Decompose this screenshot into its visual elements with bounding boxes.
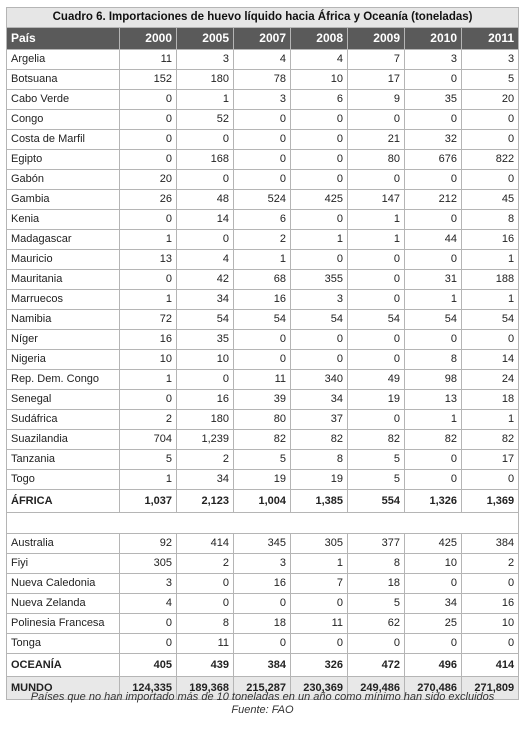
- country-cell: Sudáfrica: [7, 410, 120, 430]
- country-cell: Cabo Verde: [7, 90, 120, 110]
- value-cell: 822: [462, 150, 519, 170]
- table-row: [7, 614, 519, 634]
- value-cell: 39: [234, 390, 291, 410]
- value-cell: 472: [348, 654, 405, 677]
- table-row: [7, 534, 519, 554]
- imports-table: [6, 7, 519, 700]
- table-row: [7, 270, 519, 290]
- value-cell: 1: [120, 470, 177, 490]
- value-cell: 0: [348, 410, 405, 430]
- value-cell: 16: [234, 574, 291, 594]
- value-cell: 1,385: [291, 490, 348, 513]
- caption-row: [7, 8, 519, 28]
- value-cell: 1,004: [234, 490, 291, 513]
- column-header-year: 2005: [177, 28, 234, 50]
- value-cell: 31: [405, 270, 462, 290]
- column-header-year: 2007: [234, 28, 291, 50]
- value-cell: 0: [462, 330, 519, 350]
- value-cell: 0: [291, 330, 348, 350]
- country-cell: Marruecos: [7, 290, 120, 310]
- value-cell: 3: [291, 290, 348, 310]
- value-cell: 4: [177, 250, 234, 270]
- value-cell: 1: [120, 290, 177, 310]
- value-cell: 0: [405, 70, 462, 90]
- value-cell: 16: [234, 290, 291, 310]
- value-cell: 180: [177, 70, 234, 90]
- country-cell: Kenia: [7, 210, 120, 230]
- value-cell: 44: [405, 230, 462, 250]
- column-header-year: 2011: [462, 28, 519, 50]
- value-cell: 14: [462, 350, 519, 370]
- table-row: [7, 370, 519, 390]
- country-cell: Australia: [7, 534, 120, 554]
- value-cell: 0: [120, 150, 177, 170]
- value-cell: 4: [234, 50, 291, 70]
- value-cell: 212: [405, 190, 462, 210]
- country-cell: Gambia: [7, 190, 120, 210]
- value-cell: 2: [462, 554, 519, 574]
- table-row: [7, 450, 519, 470]
- value-cell: 0: [405, 110, 462, 130]
- table-row: [7, 634, 519, 654]
- table-row: [7, 594, 519, 614]
- value-cell: 18: [462, 390, 519, 410]
- value-cell: 1: [291, 554, 348, 574]
- value-cell: 0: [234, 330, 291, 350]
- value-cell: 5: [348, 594, 405, 614]
- value-cell: 0: [462, 130, 519, 150]
- value-cell: 168: [177, 150, 234, 170]
- table-row: [7, 310, 519, 330]
- value-cell: 3: [234, 554, 291, 574]
- value-cell: 345: [234, 534, 291, 554]
- value-cell: 1,239: [177, 430, 234, 450]
- value-cell: 11: [120, 50, 177, 70]
- region-total-row: [7, 490, 519, 513]
- table-row: [7, 190, 519, 210]
- value-cell: 0: [291, 110, 348, 130]
- country-cell: Argelia: [7, 50, 120, 70]
- value-cell: 0: [348, 290, 405, 310]
- value-cell: 54: [234, 310, 291, 330]
- value-cell: 326: [291, 654, 348, 677]
- value-cell: 0: [348, 110, 405, 130]
- table-row: [7, 574, 519, 594]
- value-cell: 0: [234, 594, 291, 614]
- value-cell: 21: [348, 130, 405, 150]
- value-cell: 1: [462, 250, 519, 270]
- value-cell: 152: [120, 70, 177, 90]
- value-cell: 676: [405, 150, 462, 170]
- value-cell: 11: [234, 370, 291, 390]
- value-cell: 271,809: [462, 677, 519, 700]
- value-cell: 0: [405, 450, 462, 470]
- value-cell: 305: [120, 554, 177, 574]
- value-cell: 3: [234, 90, 291, 110]
- table-row: [7, 150, 519, 170]
- country-cell: Níger: [7, 330, 120, 350]
- value-cell: 37: [291, 410, 348, 430]
- value-cell: 0: [120, 270, 177, 290]
- value-cell: 82: [291, 430, 348, 450]
- value-cell: 425: [405, 534, 462, 554]
- value-cell: 496: [405, 654, 462, 677]
- table-row: [7, 90, 519, 110]
- value-cell: 8: [405, 350, 462, 370]
- region-total-row: [7, 654, 519, 677]
- value-cell: 0: [234, 130, 291, 150]
- value-cell: 1: [177, 90, 234, 110]
- value-cell: 0: [291, 634, 348, 654]
- value-cell: 92: [120, 534, 177, 554]
- value-cell: 2: [177, 554, 234, 574]
- country-cell: Egipto: [7, 150, 120, 170]
- value-cell: 0: [291, 170, 348, 190]
- country-cell: Mauritania: [7, 270, 120, 290]
- value-cell: 3: [177, 50, 234, 70]
- value-cell: 0: [348, 330, 405, 350]
- value-cell: 0: [177, 594, 234, 614]
- value-cell: 80: [348, 150, 405, 170]
- table-row: [7, 210, 519, 230]
- value-cell: 0: [348, 634, 405, 654]
- country-cell: Nueva Caledonia: [7, 574, 120, 594]
- value-cell: 10: [120, 350, 177, 370]
- value-cell: 554: [348, 490, 405, 513]
- value-cell: 49: [348, 370, 405, 390]
- value-cell: 8: [462, 210, 519, 230]
- value-cell: 0: [462, 110, 519, 130]
- table-row: [7, 70, 519, 90]
- value-cell: 19: [348, 390, 405, 410]
- value-cell: 80: [234, 410, 291, 430]
- value-cell: 1: [120, 230, 177, 250]
- table-row: [7, 470, 519, 490]
- table-row: [7, 50, 519, 70]
- value-cell: 1: [462, 290, 519, 310]
- value-cell: 249,486: [348, 677, 405, 700]
- value-cell: 18: [348, 574, 405, 594]
- value-cell: 0: [348, 250, 405, 270]
- country-cell: Madagascar: [7, 230, 120, 250]
- country-cell: OCEANÍA: [7, 654, 120, 677]
- footnote-source: Fuente: FAO: [231, 704, 294, 716]
- value-cell: 17: [348, 70, 405, 90]
- value-cell: 16: [177, 390, 234, 410]
- value-cell: 340: [291, 370, 348, 390]
- value-cell: 35: [405, 90, 462, 110]
- table-row: [7, 130, 519, 150]
- value-cell: 10: [405, 554, 462, 574]
- value-cell: 1: [291, 230, 348, 250]
- value-cell: 8: [348, 554, 405, 574]
- value-cell: 0: [120, 110, 177, 130]
- value-cell: 147: [348, 190, 405, 210]
- table-row: [7, 430, 519, 450]
- value-cell: 0: [120, 210, 177, 230]
- value-cell: 32: [405, 130, 462, 150]
- value-cell: 24: [462, 370, 519, 390]
- column-header-year: 2008: [291, 28, 348, 50]
- value-cell: 34: [177, 470, 234, 490]
- value-cell: 9: [348, 90, 405, 110]
- value-cell: 98: [405, 370, 462, 390]
- value-cell: 7: [348, 50, 405, 70]
- value-cell: 52: [177, 110, 234, 130]
- header-row: [7, 28, 519, 50]
- value-cell: 0: [405, 470, 462, 490]
- value-cell: 1,369: [462, 490, 519, 513]
- country-cell: MUNDO: [7, 677, 120, 700]
- value-cell: 35: [177, 330, 234, 350]
- value-cell: 524: [234, 190, 291, 210]
- value-cell: 34: [177, 290, 234, 310]
- value-cell: 34: [405, 594, 462, 614]
- footnote: [0, 691, 525, 717]
- value-cell: 54: [405, 310, 462, 330]
- value-cell: 0: [291, 250, 348, 270]
- value-cell: 3: [405, 50, 462, 70]
- value-cell: 10: [177, 350, 234, 370]
- value-cell: 0: [462, 470, 519, 490]
- value-cell: 0: [234, 634, 291, 654]
- value-cell: 0: [177, 230, 234, 250]
- table-row: [7, 230, 519, 250]
- table-caption: Cuadro 6. Importaciones de huevo líquido hacia África y Oceanía (toneladas): [7, 8, 519, 28]
- value-cell: 0: [291, 350, 348, 370]
- value-cell: 1: [234, 250, 291, 270]
- country-cell: Tonga: [7, 634, 120, 654]
- value-cell: 82: [462, 430, 519, 450]
- value-cell: 1: [348, 210, 405, 230]
- value-cell: 0: [120, 634, 177, 654]
- value-cell: 5: [234, 450, 291, 470]
- country-cell: Nigeria: [7, 350, 120, 370]
- value-cell: 0: [120, 390, 177, 410]
- value-cell: 1: [462, 410, 519, 430]
- value-cell: 72: [120, 310, 177, 330]
- column-header-country: País: [7, 28, 120, 50]
- country-cell: Nueva Zelanda: [7, 594, 120, 614]
- value-cell: 54: [177, 310, 234, 330]
- country-cell: Congo: [7, 110, 120, 130]
- value-cell: 10: [291, 70, 348, 90]
- table-row: [7, 290, 519, 310]
- value-cell: 2: [120, 410, 177, 430]
- value-cell: 0: [348, 270, 405, 290]
- country-cell: Polinesia Francesa: [7, 614, 120, 634]
- country-cell: Togo: [7, 470, 120, 490]
- value-cell: 704: [120, 430, 177, 450]
- value-cell: 34: [291, 390, 348, 410]
- value-cell: 20: [462, 90, 519, 110]
- value-cell: 16: [462, 230, 519, 250]
- value-cell: 4: [291, 50, 348, 70]
- value-cell: 17: [462, 450, 519, 470]
- value-cell: 16: [120, 330, 177, 350]
- table-row: [7, 390, 519, 410]
- table-body: [7, 50, 519, 700]
- country-cell: Costa de Marfil: [7, 130, 120, 150]
- value-cell: 1: [405, 410, 462, 430]
- value-cell: 20: [120, 170, 177, 190]
- value-cell: 0: [462, 634, 519, 654]
- value-cell: 124,335: [120, 677, 177, 700]
- value-cell: 82: [348, 430, 405, 450]
- value-cell: 78: [234, 70, 291, 90]
- value-cell: 439: [177, 654, 234, 677]
- value-cell: 2: [234, 230, 291, 250]
- value-cell: 0: [177, 170, 234, 190]
- value-cell: 5: [120, 450, 177, 470]
- value-cell: 0: [348, 170, 405, 190]
- data-table-container: [6, 7, 519, 700]
- country-cell: ÁFRICA: [7, 490, 120, 513]
- value-cell: 384: [462, 534, 519, 554]
- table-row: [7, 350, 519, 370]
- value-cell: 6: [234, 210, 291, 230]
- table-row: [7, 554, 519, 574]
- value-cell: 42: [177, 270, 234, 290]
- value-cell: 377: [348, 534, 405, 554]
- value-cell: 189,368: [177, 677, 234, 700]
- value-cell: 6: [291, 90, 348, 110]
- value-cell: 0: [234, 150, 291, 170]
- value-cell: 0: [405, 170, 462, 190]
- country-cell: Fiyi: [7, 554, 120, 574]
- value-cell: 3: [462, 50, 519, 70]
- country-cell: Senegal: [7, 390, 120, 410]
- value-cell: 0: [177, 370, 234, 390]
- value-cell: 0: [405, 574, 462, 594]
- value-cell: 19: [234, 470, 291, 490]
- country-cell: Namibia: [7, 310, 120, 330]
- value-cell: 0: [462, 170, 519, 190]
- column-header-year: 2009: [348, 28, 405, 50]
- value-cell: 82: [234, 430, 291, 450]
- value-cell: 2: [177, 450, 234, 470]
- value-cell: 3: [120, 574, 177, 594]
- value-cell: 0: [120, 90, 177, 110]
- column-header-year: 2000: [120, 28, 177, 50]
- table-row: [7, 110, 519, 130]
- value-cell: 0: [234, 350, 291, 370]
- spacer-row: [7, 513, 519, 534]
- value-cell: 54: [291, 310, 348, 330]
- value-cell: 14: [177, 210, 234, 230]
- value-cell: 54: [462, 310, 519, 330]
- value-cell: 270,486: [405, 677, 462, 700]
- value-cell: 5: [348, 470, 405, 490]
- value-cell: 0: [405, 634, 462, 654]
- value-cell: 0: [405, 250, 462, 270]
- value-cell: 5: [348, 450, 405, 470]
- value-cell: 0: [291, 130, 348, 150]
- value-cell: 2,123: [177, 490, 234, 513]
- value-cell: 0: [405, 330, 462, 350]
- value-cell: 8: [291, 450, 348, 470]
- value-cell: 1: [405, 290, 462, 310]
- value-cell: 180: [177, 410, 234, 430]
- value-cell: 188: [462, 270, 519, 290]
- value-cell: 0: [177, 574, 234, 594]
- value-cell: 215,287: [234, 677, 291, 700]
- country-cell: Tanzania: [7, 450, 120, 470]
- value-cell: 405: [120, 654, 177, 677]
- table-row: [7, 410, 519, 430]
- country-cell: Rep. Dem. Congo: [7, 370, 120, 390]
- spacer-cell: [7, 513, 519, 534]
- value-cell: 414: [462, 654, 519, 677]
- value-cell: 54: [348, 310, 405, 330]
- value-cell: 0: [291, 210, 348, 230]
- value-cell: 45: [462, 190, 519, 210]
- value-cell: 1: [120, 370, 177, 390]
- value-cell: 0: [234, 110, 291, 130]
- country-cell: Gabón: [7, 170, 120, 190]
- value-cell: 8: [177, 614, 234, 634]
- country-cell: Mauricio: [7, 250, 120, 270]
- value-cell: 11: [177, 634, 234, 654]
- value-cell: 13: [120, 250, 177, 270]
- value-cell: 68: [234, 270, 291, 290]
- value-cell: 414: [177, 534, 234, 554]
- value-cell: 16: [462, 594, 519, 614]
- value-cell: 19: [291, 470, 348, 490]
- value-cell: 230,369: [291, 677, 348, 700]
- value-cell: 0: [405, 210, 462, 230]
- value-cell: 0: [177, 130, 234, 150]
- value-cell: 0: [234, 170, 291, 190]
- table-row: [7, 330, 519, 350]
- value-cell: 384: [234, 654, 291, 677]
- value-cell: 1,037: [120, 490, 177, 513]
- table-row: [7, 250, 519, 270]
- value-cell: 0: [291, 150, 348, 170]
- value-cell: 0: [348, 350, 405, 370]
- table-row: [7, 170, 519, 190]
- value-cell: 305: [291, 534, 348, 554]
- value-cell: 18: [234, 614, 291, 634]
- value-cell: 1,326: [405, 490, 462, 513]
- value-cell: 1: [348, 230, 405, 250]
- value-cell: 62: [348, 614, 405, 634]
- value-cell: 26: [120, 190, 177, 210]
- value-cell: 5: [462, 70, 519, 90]
- value-cell: 48: [177, 190, 234, 210]
- country-cell: Suazilandia: [7, 430, 120, 450]
- value-cell: 0: [120, 614, 177, 634]
- value-cell: 82: [405, 430, 462, 450]
- value-cell: 425: [291, 190, 348, 210]
- value-cell: 4: [120, 594, 177, 614]
- column-header-year: 2010: [405, 28, 462, 50]
- value-cell: 10: [462, 614, 519, 634]
- value-cell: 13: [405, 390, 462, 410]
- value-cell: 25: [405, 614, 462, 634]
- value-cell: 7: [291, 574, 348, 594]
- value-cell: 11: [291, 614, 348, 634]
- value-cell: 0: [120, 130, 177, 150]
- country-cell: Botsuana: [7, 70, 120, 90]
- value-cell: 0: [291, 594, 348, 614]
- value-cell: 355: [291, 270, 348, 290]
- footnote-note: Países que no han importado más de 10 toneladas en un año como mínimo han sido excluidos: [30, 691, 495, 703]
- value-cell: 0: [462, 574, 519, 594]
